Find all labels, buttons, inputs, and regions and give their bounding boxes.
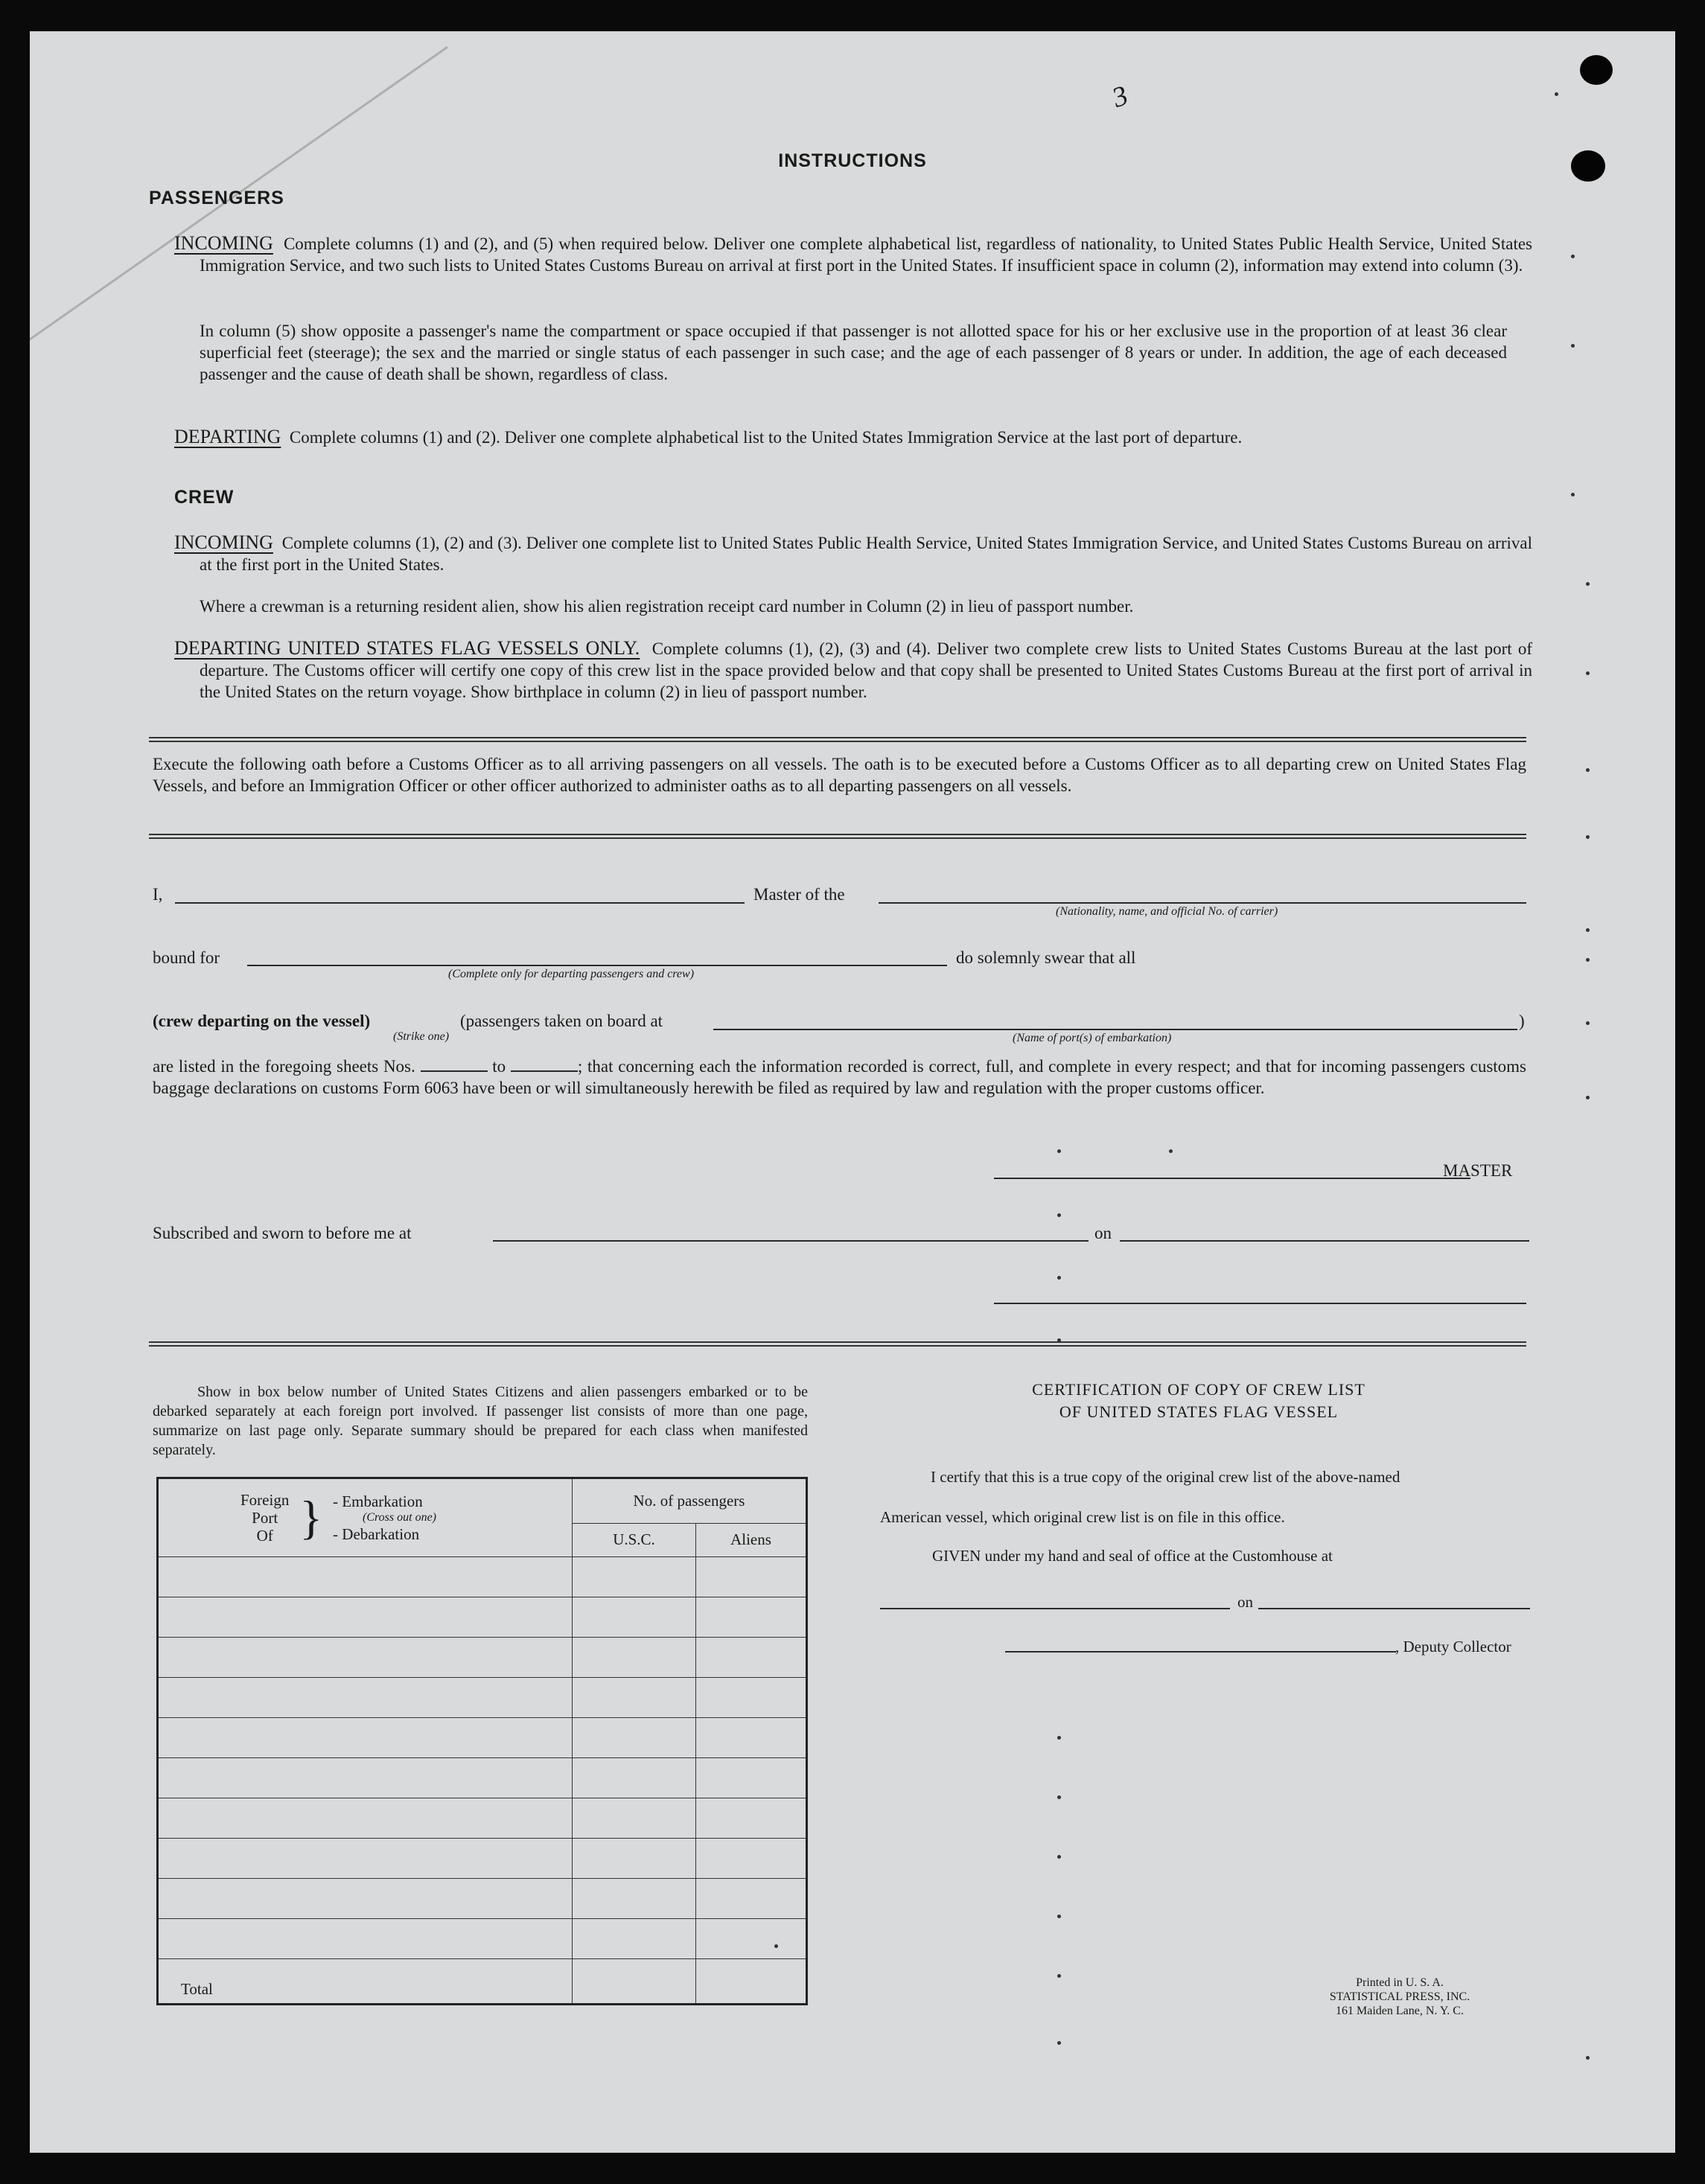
scan-dot xyxy=(774,1944,778,1948)
master-label: MASTER xyxy=(1443,1161,1513,1180)
certification-title-line1: CERTIFICATION OF COPY OF CREW LIST xyxy=(1032,1380,1365,1399)
port-cell[interactable] xyxy=(158,1638,573,1678)
table-row xyxy=(158,1638,807,1678)
scan-dot xyxy=(1057,1338,1061,1342)
total-aliens-cell[interactable] xyxy=(696,1959,807,2005)
usc-header: U.S.C. xyxy=(573,1523,696,1556)
printer-line3: 161 Maiden Lane, N. Y. C. xyxy=(1336,2005,1464,2017)
scan-dot xyxy=(1586,582,1590,586)
passengers-incoming-label: INCOMING xyxy=(174,232,273,254)
page-mark: 3 xyxy=(1108,80,1132,114)
aliens-cell[interactable] xyxy=(696,1839,807,1879)
customhouse-field[interactable] xyxy=(880,1608,1230,1609)
oath-close-paren: ) xyxy=(1519,1012,1525,1030)
scan-dot xyxy=(1571,493,1575,496)
oath-crew-departing: (crew departing on the vessel) xyxy=(153,1012,371,1030)
scan-dot xyxy=(1057,1213,1061,1217)
passengers-heading: PASSENGERS xyxy=(149,188,284,208)
passengers-departing-label: DEPARTING xyxy=(174,426,281,447)
scan-dot xyxy=(1586,1021,1590,1025)
master-name-field[interactable] xyxy=(175,902,745,904)
scan-dot xyxy=(1586,671,1590,675)
usc-cell[interactable] xyxy=(573,1879,696,1919)
port-cell[interactable] xyxy=(158,1839,573,1879)
crew-departing-label: DEPARTING UNITED STATES FLAG VESSELS ONLY. xyxy=(174,637,640,659)
oath-instructions: Execute the following oath before a Customs Officer as to all arriving passengers on all vessels. The oath is to be executed before a Customs Officer as to all departing crew on United States Flag Vessels, and before an Immigration Officer or other officer authorized to administer oaths as to all departing passengers on all vessels. xyxy=(153,755,1526,795)
scan-dot xyxy=(1057,1795,1061,1799)
embarkation-label: - Embarkation xyxy=(333,1492,423,1510)
printer-line1: Printed in U. S. A. xyxy=(1356,1976,1444,1989)
port-cell[interactable] xyxy=(158,1798,573,1839)
subscribed-date-field[interactable] xyxy=(1120,1240,1529,1242)
given-text: GIVEN under my hand and seal of office at the Customhouse at xyxy=(932,1547,1333,1565)
usc-cell[interactable] xyxy=(573,1798,696,1839)
usc-cell[interactable] xyxy=(573,1638,696,1678)
master-signature-field[interactable] xyxy=(994,1178,1470,1179)
scan-dot xyxy=(1057,1149,1061,1153)
divider-1 xyxy=(149,737,1526,742)
table-row xyxy=(158,1879,807,1919)
scan-dot xyxy=(1057,1736,1061,1740)
aliens-cell[interactable] xyxy=(696,1557,807,1597)
usc-cell[interactable] xyxy=(573,1839,696,1879)
cert-date-field[interactable] xyxy=(1258,1608,1530,1609)
listed-text: are listed in the foregoing sheets Nos. xyxy=(153,1057,415,1076)
sheet-to-field[interactable] xyxy=(511,1057,578,1072)
usc-cell[interactable] xyxy=(573,1758,696,1798)
document-sheet xyxy=(30,31,1675,2153)
listed-to: to xyxy=(492,1057,506,1076)
table-row xyxy=(158,1718,807,1758)
crew-heading: CREW xyxy=(174,487,235,508)
certification-title xyxy=(871,1379,1526,1423)
oath-listed xyxy=(153,1056,1526,1099)
debarkation-label: - Debarkation xyxy=(333,1525,420,1543)
passengers-departing-text: Complete columns (1) and (2). Deliver one complete alphabetical list to the United States Immigration Service at the last port of departure. xyxy=(289,428,1243,447)
table-row xyxy=(158,1839,807,1879)
officer-signature-field[interactable] xyxy=(994,1303,1526,1304)
ports-hint: (Name of port(s) of embarkation) xyxy=(1013,1032,1172,1044)
certify-text: I certify that this is a true copy of the original crew list of the above-named xyxy=(931,1468,1400,1486)
port-cell[interactable] xyxy=(158,1879,573,1919)
oath-passengers-taken: (passengers taken on board at xyxy=(460,1012,663,1030)
crew-incoming-block xyxy=(174,531,1532,575)
carrier-field[interactable] xyxy=(879,902,1526,904)
scan-dot xyxy=(1057,1855,1061,1859)
scan-dot xyxy=(1571,344,1575,348)
port-label: Port xyxy=(252,1509,278,1527)
subscribed-label: Subscribed and sworn to before me at xyxy=(153,1224,412,1242)
table-row xyxy=(158,1758,807,1798)
scan-dot xyxy=(1586,958,1590,962)
scan-dot xyxy=(1586,768,1590,772)
ports-field[interactable] xyxy=(713,1029,1517,1030)
aliens-cell[interactable] xyxy=(696,1798,807,1839)
passengers-incoming-para2: In column (5) show opposite a passenger's name the compartment or space occupied if that passenger is not allotted space for his or her exclusive use in the proportion of at least 36 clear superficial feet (steerage); the sex and the married or single status of each passenger in such case; and the age of each passenger of 8 years or under. In addition, the age of each deceased passenger and the cause of death shall be shown, regardless of class. xyxy=(200,322,1507,383)
brace-icon: } xyxy=(299,1491,323,1544)
scan-dot xyxy=(1586,928,1590,932)
oath-i: I, xyxy=(153,885,163,904)
aliens-header: Aliens xyxy=(696,1523,807,1556)
carrier-hint: (Nationality, name, and official No. of carrier) xyxy=(1056,905,1278,918)
scan-dot xyxy=(1169,1149,1173,1153)
aliens-cell[interactable] xyxy=(696,1597,807,1638)
printer-line2: STATISTICAL PRESS, INC. xyxy=(1329,1990,1470,2003)
foreign-port-header xyxy=(158,1478,573,1557)
printer-imprint xyxy=(1288,1976,1511,2018)
of-label: Of xyxy=(256,1527,273,1545)
strike-one-hint: (Strike one) xyxy=(393,1030,450,1043)
table-row xyxy=(158,1678,807,1718)
sheet-from-field[interactable] xyxy=(421,1057,488,1072)
crew-incoming-label: INCOMING xyxy=(174,531,273,553)
usc-cell[interactable] xyxy=(573,1919,696,1959)
concerning-text: ; that concerning each the information recorded is correct, full, and complete in every respect; and that for incoming passengers customs baggage declarations on customs Form 6063 have been or will simultaneously herewith be filed as required by law and regulation with the proper customs officer. xyxy=(153,1057,1527,1097)
scan-dot xyxy=(1057,1915,1061,1918)
oath-bound-for: bound for xyxy=(153,948,220,967)
table-row xyxy=(158,1798,807,1839)
scan-dot xyxy=(1586,2056,1590,2060)
bound-for-hint: (Complete only for departing passengers and crew) xyxy=(448,968,695,980)
cert-on: on xyxy=(1237,1593,1253,1611)
oath-master-of-the: Master of the xyxy=(753,885,845,904)
no-of-passengers-header: No. of passengers xyxy=(573,1478,807,1524)
american-text: American vessel, which original crew list is on file in this office. xyxy=(880,1508,1285,1526)
scan-dot xyxy=(1571,255,1575,258)
total-label: Total xyxy=(158,1959,573,2005)
scan-dot xyxy=(1057,2041,1061,2045)
passengers-incoming-block xyxy=(174,232,1532,276)
usc-cell[interactable] xyxy=(573,1678,696,1718)
port-cell[interactable] xyxy=(158,1718,573,1758)
scan-dot xyxy=(1586,1096,1590,1099)
bound-for-field[interactable] xyxy=(247,965,947,966)
foreign-label: Foreign xyxy=(240,1491,290,1509)
crew-departing-text: Complete columns (1), (2), (3) and (4). Deliver two complete crew lists to United States Customs Bureau at the last port of departure. The Customs officer will certify one copy of this crew list in the space provided below and that copy shall be presented to United States Customs Bureau at the first port of arrival in the United States on the return voyage. Show birthplace in column (2) in lieu of passport number. xyxy=(200,639,1532,701)
table-row-total xyxy=(158,1959,807,2005)
summary-instructions: Show in box below number of United States Citizens and alien passengers embarked or to be debarked separately at each foreign port involved. If passenger list consists of more than one page, summarize on last page only. Separate summary should be prepared for each class when manifested separately. xyxy=(153,1384,808,1458)
certification-title-line2: OF UNITED STATES FLAG VESSEL xyxy=(1059,1402,1339,1421)
passenger-summary-table xyxy=(156,1477,808,2005)
subscribed-on: on xyxy=(1094,1224,1112,1242)
usc-cell[interactable] xyxy=(573,1597,696,1638)
aliens-cell[interactable] xyxy=(696,1758,807,1798)
scan-dot xyxy=(1586,835,1590,839)
scan-dot xyxy=(1057,1276,1061,1280)
aliens-cell[interactable] xyxy=(696,1718,807,1758)
table-row xyxy=(158,1919,807,1959)
crew-departing-block xyxy=(174,637,1532,703)
punch-hole-top xyxy=(1580,55,1613,85)
port-cell[interactable] xyxy=(158,1557,573,1597)
aliens-cell[interactable] xyxy=(696,1879,807,1919)
usc-cell[interactable] xyxy=(573,1718,696,1758)
aliens-cell[interactable] xyxy=(696,1678,807,1718)
cross-out-hint: (Cross out one) xyxy=(363,1511,437,1524)
subscribed-place-field[interactable] xyxy=(493,1240,1089,1242)
port-cell[interactable] xyxy=(158,1919,573,1959)
scan-dot xyxy=(1057,1974,1061,1978)
table-row xyxy=(158,1597,807,1638)
divider-2 xyxy=(149,834,1526,839)
deputy-collector-label: , Deputy Collector xyxy=(1395,1638,1511,1655)
aliens-cell[interactable] xyxy=(696,1919,807,1959)
page-title: INSTRUCTIONS xyxy=(778,150,927,171)
usc-cell[interactable] xyxy=(573,1557,696,1597)
oath-swear: do solemnly swear that all xyxy=(956,948,1136,967)
port-cell[interactable] xyxy=(158,1758,573,1798)
scan-dot xyxy=(1555,92,1558,96)
port-cell[interactable] xyxy=(158,1678,573,1718)
passengers-departing-block xyxy=(174,426,1532,448)
table-row xyxy=(158,1557,807,1597)
divider-3 xyxy=(149,1341,1526,1347)
port-cell[interactable] xyxy=(158,1597,573,1638)
passengers-incoming-text: Complete columns (1) and (2), and (5) when required below. Deliver one complete alphabetical list, regardless of nationality, to United States Public Health Service, United States Immigration Service, and two such lists to United States Customs Bureau on arrival at first port in the United States. If insufficient space in column (2), information may extend into column (3). xyxy=(200,234,1532,275)
deputy-signature-field[interactable] xyxy=(1005,1651,1396,1653)
aliens-cell[interactable] xyxy=(696,1638,807,1678)
total-usc-cell[interactable] xyxy=(573,1959,696,2005)
crew-incoming-text: Complete columns (1), (2) and (3). Deliver one complete list to United States Public Health Service, United States Immigration Service, and United States Customs Bureau on arrival at the first port in the United States. xyxy=(200,534,1532,574)
crew-incoming-para2: Where a crewman is a returning resident alien, show his alien registration receipt card number in Column (2) in lieu of passport number. xyxy=(200,597,1134,616)
